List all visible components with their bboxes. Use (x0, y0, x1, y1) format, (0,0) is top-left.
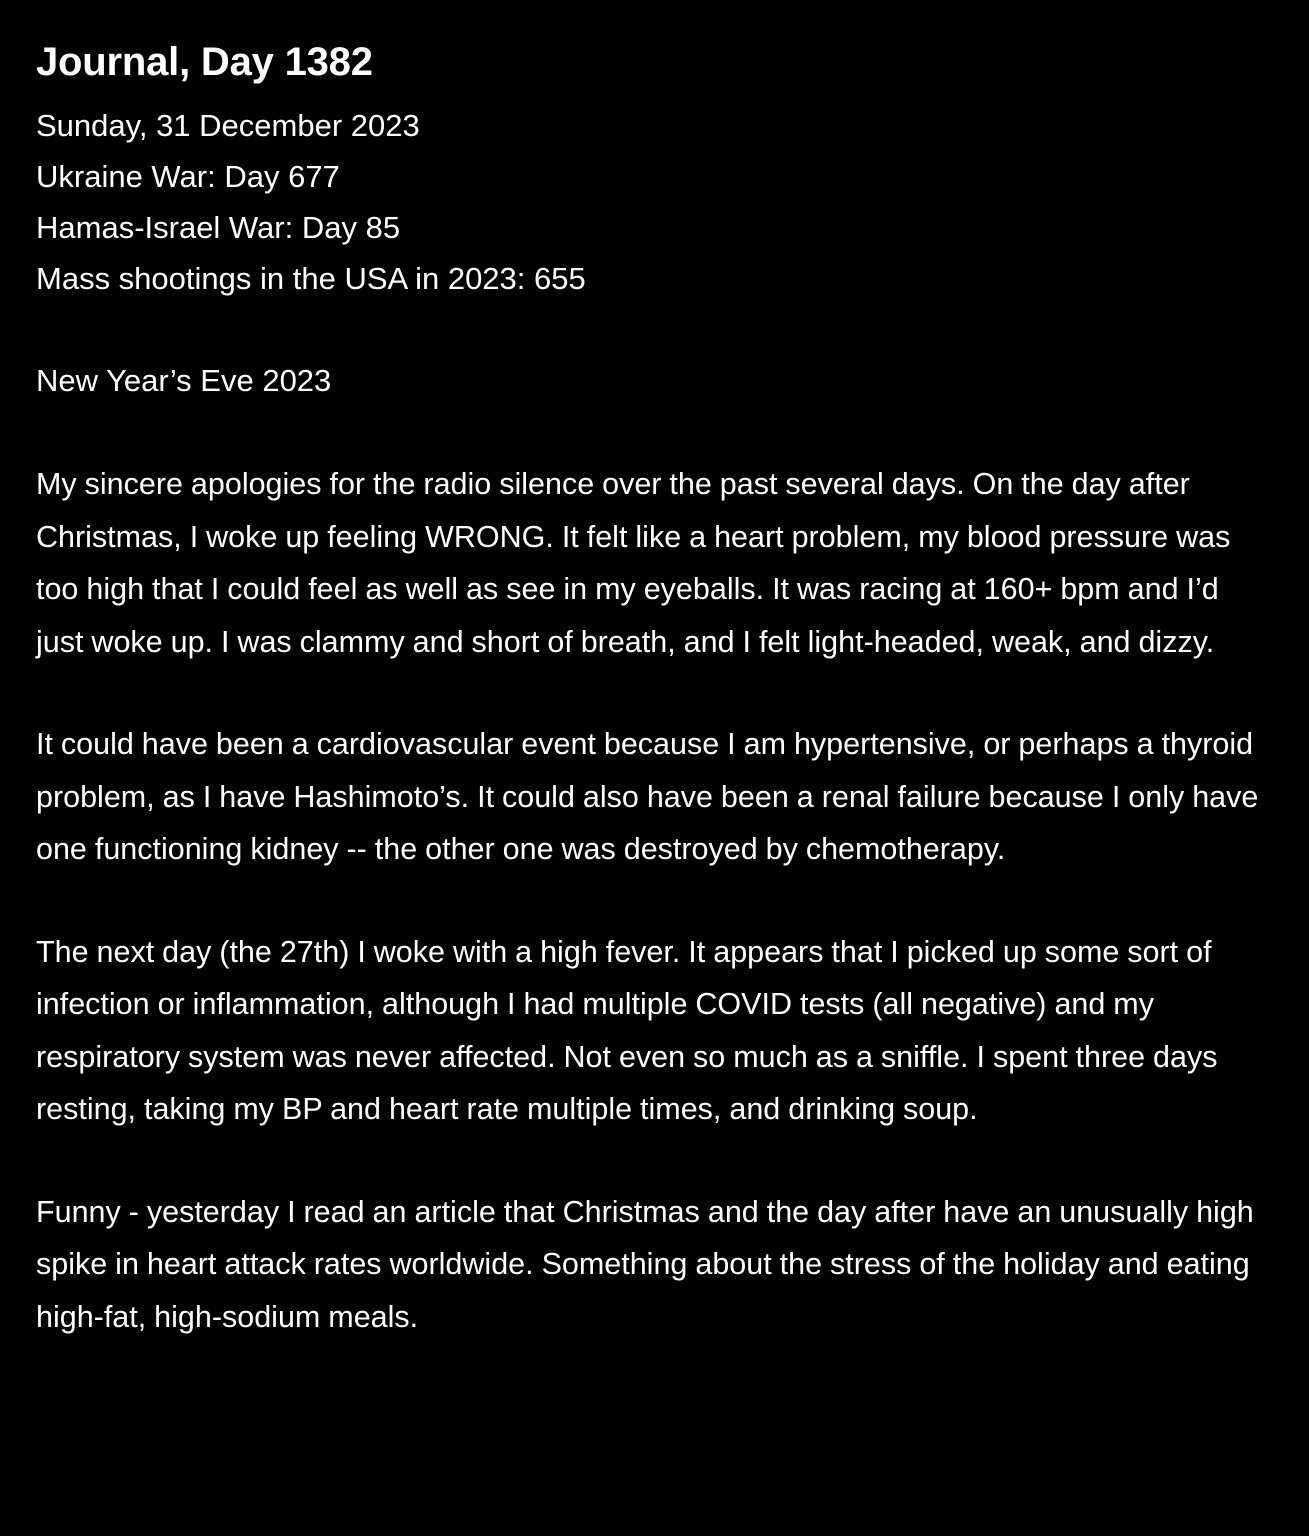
hamas-israel-war-line: Hamas-Israel War: Day 85 (36, 210, 401, 245)
paragraph: The next day (the 27th) I woke with a high fever. It appears that I picked up some sort of infection or inflammation, although I had multiple COVID tests (all negative) and my respiratory system was never affected. Not even so much as a sniffle. I spent three days resting, taking my BP and heart rate multiple times, and drinking soup. (36, 934, 1218, 1126)
entry-subheading: New Year’s Eve 2023 (36, 363, 332, 398)
page-title: Journal, Day 1382 (36, 40, 373, 84)
paragraph: Funny - yesterday I read an article that Christmas and the day after have an unusually high spike in heart attack rates worldwide. Something about the stress of the holiday and eating high-fat, high-sodium meals. (36, 1194, 1254, 1334)
paragraph: My sincere apologies for the radio silence over the past several days. On the day after Christmas, I woke up feeling WRONG. It felt like a heart problem, my blood pressure was too high that I could feel as well as see in my eyeballs. It was racing at 160+ bpm and I’d just woke up. I was clammy and short of breath, and I felt light-headed, weak, and dizzy. (36, 467, 1231, 659)
date-line: Sunday, 31 December 2023 (36, 108, 420, 143)
mass-shootings-line: Mass shootings in the USA in 2023: 655 (36, 261, 586, 296)
journal-meta (36, 100, 1273, 304)
paragraph: It could have been a cardiovascular event because I am hypertensive, or perhaps a thyroid problem, as I have Hashimoto’s. It could also have been a renal failure because I only have one functioning kidney -- the other one was destroyed by chemotherapy. (36, 727, 1259, 866)
ukraine-war-line: Ukraine War: Day 677 (36, 159, 340, 194)
